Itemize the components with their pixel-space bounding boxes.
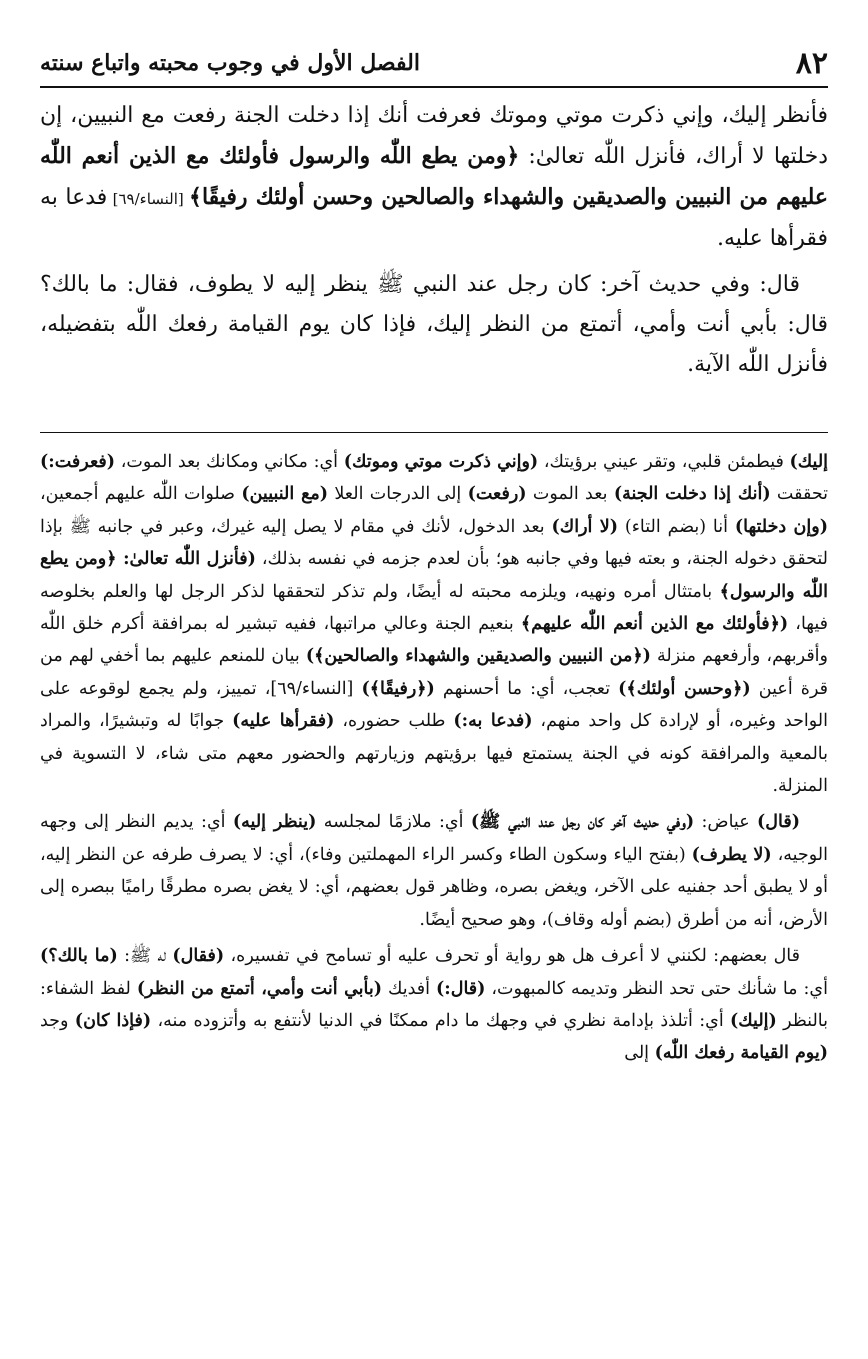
commentary-lemma: (فأنزل اللّٰه تعالىٰ: ﴿ومن يطع اللّٰه والرسول﴾ [40,549,828,602]
page-number: ٨٢ [795,45,828,81]
commentary-paragraph-2 [40,806,828,936]
commentary-text: بعد الموت [526,484,614,505]
commentary-lemma: إليك) [789,452,829,472]
commentary-lemma: (فإذا كان) [74,1010,152,1031]
commentary-text: له ﷺ: [117,946,173,967]
main-paragraph-1 [40,96,828,259]
commentary-paragraph-1 [40,446,828,802]
running-title: الفصل الأول في وجوب محبته واتباع سنته [40,50,420,76]
main-text [40,96,828,391]
main-paragraph-2: قال: وفي حديث آخر: كان رجل عند النبي ﷺ ينظر إليه لا يطوف، فقال: ما بالك؟ قال: بأبي أنت وأمي، أتمتع من النظر إليك، فإذا كان يوم القيامة رفعك اللّٰه بتفضيله، فأنزل اللّٰه الآية. [40,272,828,377]
commentary-lemma: (فقرأها عليه) [232,711,335,732]
commentary-lemma: (رفعت) [467,484,527,505]
commentary-text: تعجب، أي: ما أحسنهم [434,678,619,699]
commentary-lemma: (قال) [757,812,800,833]
commentary-lemma: (وفي حديث آخر كان رجل عند النبي ﷺ) [470,812,695,833]
commentary-lemma: (لا يطرف) [691,844,772,865]
commentary-text: عياض: [694,812,758,833]
commentary-text: بيان للمنعم عليهم بما أخفي لهم من قرة أعين [40,646,828,699]
commentary-lemma: (يوم القيامة رفعك اللّٰه) [654,1043,828,1064]
commentary-lemma: (إليك) [730,1010,777,1031]
commentary-text: جوابًا له وتبشيرًا، والمراد بالمعية والمرافقة كونه في الجنة يستمتع فيها برؤيتهم وزيارتهم والحضور معهم متى شاء، لا التسوية في المنزلة. [40,711,828,797]
commentary-text: إلى [624,1043,655,1064]
main-text-segment: فدعا به فقرأها عليه. [40,185,828,251]
commentary-text: بعد الدخول، لأنك في مقام لا يصل إليه غيرك، وعبر في جانبه ﷺ بإذا لتحقق دخوله الجنة، و بعته فيها وفي جانبه هو؛ بأن لعدم جزمه في نفسه بذلك، [40,516,828,570]
commentary-lemma: (أنك إذا دخلت الجنة) [613,484,771,505]
main-text-segment: فأنظر إليك، وإني ذكرت موتي وموتك فعرفت أنك إذا دخلت الجنة رفعت مع النبيين، إن دخلتها لا أراك، فأنزل اللّٰه تعالىٰ: [40,103,828,169]
commentary-text: لفظ الشفاء: بالنظر [40,978,828,1031]
commentary-text: أي: ملازمًا لمجلسه [316,812,471,833]
commentary-text: وجد [40,1010,75,1031]
footnote-divider [40,432,828,433]
commentary-text: تحققت [770,484,828,505]
verse-reference: [النساء/٦٩] [107,190,190,208]
commentary-lemma: (فقال) [172,946,225,967]
commentary-text: بنعيم الجنة وعالي مراتبها، ففيه تبشير له بمرافقة أكرم خلق اللّٰه وأقربهم، وأرفعهم منزلة [40,614,828,667]
commentary-text: (بفتح الياء وسكون الطاء وكسر الراء المهملتين وفاء)، أي: لا يصرف طرفه عن النظر إليه، أو لا يطبق أحد جفنيه على الآخر، ويغض بصره، وظاهر قول بعضهم، أي: لا يغض بصره مطرقًا راميًا ببصره إلى الأرض، أنه من أطرق (بضم أوله وقاف)، وهو صحيح أيضًا. [40,844,828,930]
commentary-text: أي: ما شأنك حتى تحد النظر وتديمه كالمبهوت، [485,978,828,999]
commentary-lemma: (بأبي أنت وأمي، أتمتع من النظر) [136,978,383,999]
commentary-text: طلب حضوره، [334,711,454,732]
commentary-lemma: (﴿من النبيين والصديقين والشهداء والصالحين﴾) [305,646,651,667]
commentary-lemma: (فعرفت:) [40,452,116,472]
commentary-text: [النساء/٦٩]، تمييز، ولم يجمع لوقوعه على الواحد وغيره، أو لإرادة كل واحد منهم، [40,678,828,732]
commentary-text: أي: أتلذذ بإدامة نظري في وجهك ما دام ممكنًا في الدنيا لأنتفع به وأتزوده منه، [151,1010,731,1031]
commentary-text: إلى الدرجات العلا [328,484,468,505]
commentary-text: أفديك [382,978,436,999]
commentary-text: أي: يديم النظر إلى وجهه الوجيه، [40,812,828,865]
page-header [40,40,828,88]
commentary-lemma: (مع النبيين) [241,484,329,505]
commentary-paragraph-3 [40,940,828,1070]
commentary-text: صلوات اللّٰه عليهم أجمعين، [40,484,242,505]
commentary-text: أي: مكاني ومكانك بعد الموت، [115,452,344,472]
commentary-lemma: (ما بالك؟) [40,946,118,967]
commentary-lemma: (﴿فأولئك مع الذين أنعم اللّٰه عليهم﴾ [520,614,789,635]
commentary-lemma: (وإني ذكرت موتي وموتك) [343,452,539,472]
commentary-text: فيطمئن قلبي، وتقر عيني برؤيتك، [538,452,790,472]
commentary-lemma: (لا أراك) [551,516,619,537]
quran-verse: ﴿ومن يطع اللّٰه والرسول فأولئك مع الذين أنعم اللّٰه عليهم من النبيين والصديقين والشهداء والصالحين وحسن أولئك رفيقًا﴾ [40,143,828,210]
commentary-lemma: (وإن دخلتها) [734,516,829,537]
commentary-lemma: (﴿رفيقًا﴾) [361,678,435,699]
commentary-lemma: (فدعا به:) [453,711,533,732]
commentary-lemma: (قال:) [436,978,486,999]
commentary-text: قال بعضهم: لكنني لا أعرف هل هو رواية أو تحرف عليه أو تسامح في تفسيره، [224,946,801,967]
commentary-text: بامتثال أمره ونهيه، ويلزمه محبته له أيضًا، ولم تذكر لتحققها لذكر الرجل لها والعلم بخلوصه فيها، [40,581,828,635]
commentary-text: أنا (بضم التاء) [618,516,735,537]
commentary-lemma: (﴿وحسن أولئك﴾) [618,678,751,699]
commentary [40,446,828,1070]
commentary-lemma: (ينظر إليه) [232,812,317,833]
